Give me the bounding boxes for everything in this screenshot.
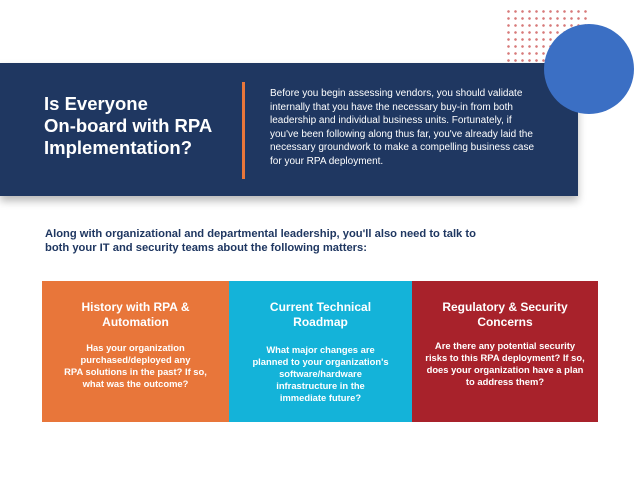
banner-title: Is Everyone On-board with RPA Implementation?	[44, 93, 213, 158]
card-body: Are there any potential security risks to this RPA deployment? If so, does your organization have a plan to address them?	[425, 340, 585, 387]
card-title: Current Technical Roadmap	[269, 300, 372, 329]
card-body: What major changes are planned to your organization's software/hardware infrastructure in the immediate future?	[252, 344, 389, 403]
banner-divider	[242, 82, 245, 179]
card-body: Has your organization purchased/deployed any RPA solutions in the past? If so, what was the outcome?	[64, 342, 207, 389]
card-title: Regulatory & Security Concerns	[442, 300, 568, 329]
banner-intro-text: Before you begin assessing vendors, you should validate internally that you have the necessary buy-in from both leadership and individual business units. Fortunately, if you've been following along thus far, you've already laid the necessary groundwork to make a compelling business case for your RPA deployment.	[270, 88, 535, 167]
card-regulatory-security	[412, 281, 598, 422]
card-title: History with RPA & Automation	[81, 300, 190, 329]
subheading: Along with organizational and departmental leadership, you'll also need to talk to both your IT and security teams about the following matters:	[45, 228, 476, 254]
card-history-rpa	[42, 281, 229, 422]
card-technical-roadmap	[229, 281, 412, 422]
